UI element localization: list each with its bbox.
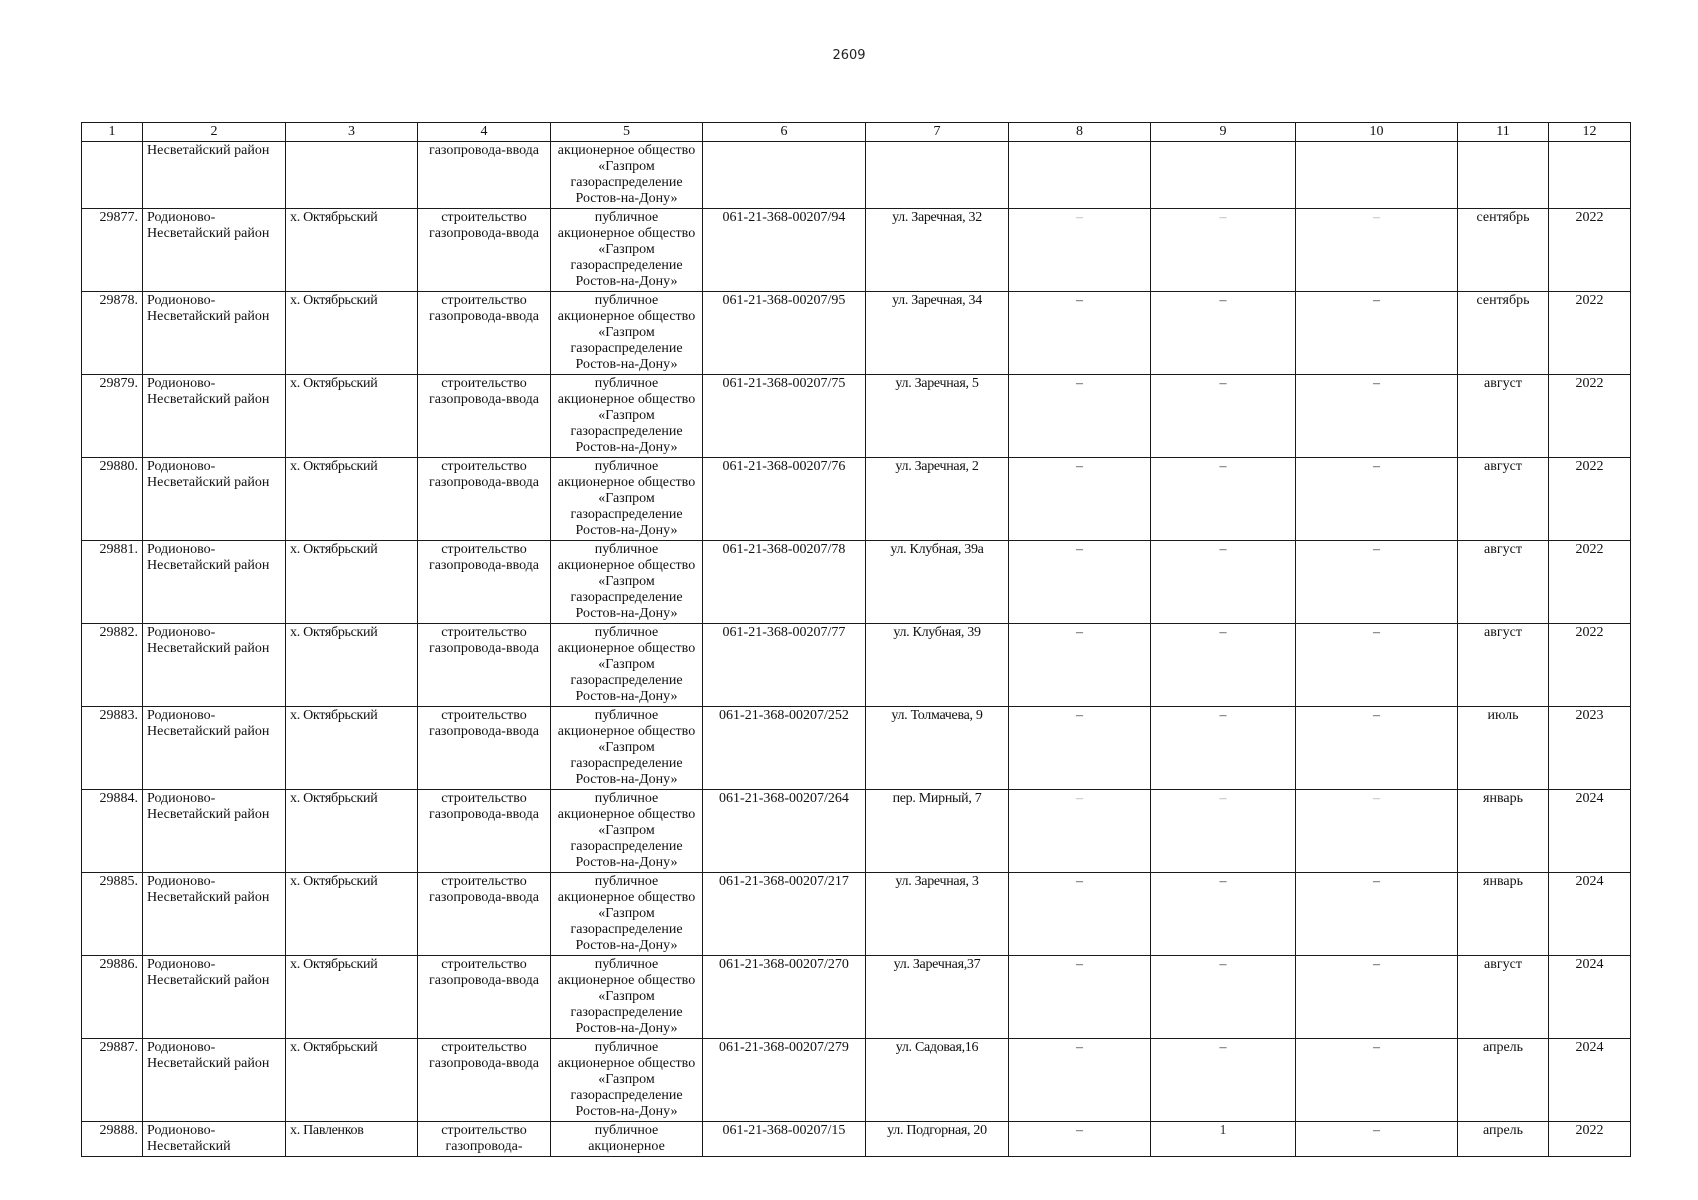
table-row [82, 375, 1631, 458]
cell-year: 2022 [1549, 624, 1631, 707]
cell-month: июль [1458, 707, 1549, 790]
cell-address: ул. Заречная,37 [866, 956, 1009, 1039]
column-header: 12 [1549, 123, 1631, 142]
table-row [82, 624, 1631, 707]
cell-col8: – [1009, 1122, 1151, 1157]
cell-district: Родионово-Несветайский район [143, 1039, 286, 1122]
cell-col9: – [1151, 707, 1296, 790]
cell-org: публичное акционерное [551, 1122, 703, 1157]
cell-month: апрель [1458, 1122, 1549, 1157]
cell-year: 2024 [1549, 873, 1631, 956]
cell-col10: – [1296, 624, 1458, 707]
cell-type: строительство газопровода- [418, 1122, 551, 1157]
cell-org: публичное акционерное общество «Газпром газораспределение Ростов-на-Дону» [551, 292, 703, 375]
cell-org: публичное акционерное общество «Газпром газораспределение Ростов-на-Дону» [551, 956, 703, 1039]
cell-type: строительство газопровода-ввода [418, 375, 551, 458]
header-row [82, 123, 1631, 142]
cell-num: 29887. [82, 1039, 143, 1122]
page-number: 2609 [832, 48, 866, 63]
cell-col10: – [1296, 292, 1458, 375]
cell-code: 061-21-368-00207/15 [703, 1122, 866, 1157]
cell-year: 2022 [1549, 1122, 1631, 1157]
cell-code: 061-21-368-00207/279 [703, 1039, 866, 1122]
cell-col9: – [1151, 458, 1296, 541]
cell-address: ул. Клубная, 39а [866, 541, 1009, 624]
cell-num: 29885. [82, 873, 143, 956]
cell-col8: – [1009, 541, 1151, 624]
cell-org: акционерное общество «Газпром газораспределение Ростов-на-Дону» [551, 142, 703, 209]
cell-settlement [286, 142, 418, 209]
cell-code: 061-21-368-00207/217 [703, 873, 866, 956]
cell-col10: – [1296, 1039, 1458, 1122]
cell-code: 061-21-368-00207/94 [703, 209, 866, 292]
cell-code: 061-21-368-00207/264 [703, 790, 866, 873]
column-header: 11 [1458, 123, 1549, 142]
cell-col9 [1151, 142, 1296, 209]
cell-month: август [1458, 458, 1549, 541]
cell-col8: – [1009, 209, 1151, 292]
cell-settlement: х. Октябрьский [286, 956, 418, 1039]
cell-address: ул. Толмачева, 9 [866, 707, 1009, 790]
cell-col10: – [1296, 873, 1458, 956]
cell-code: 061-21-368-00207/78 [703, 541, 866, 624]
cell-code: 061-21-368-00207/270 [703, 956, 866, 1039]
cell-col8: – [1009, 956, 1151, 1039]
cell-month [1458, 142, 1549, 209]
cell-col8: – [1009, 707, 1151, 790]
cell-num [82, 142, 143, 209]
cell-col9: – [1151, 541, 1296, 624]
cell-address: ул. Заречная, 2 [866, 458, 1009, 541]
table-row [82, 873, 1631, 956]
cell-col10: – [1296, 541, 1458, 624]
cell-col9: – [1151, 790, 1296, 873]
cell-district: Родионово-Несветайский район [143, 458, 286, 541]
cell-org: публичное акционерное общество «Газпром газораспределение Ростов-на-Дону» [551, 1039, 703, 1122]
table-row [82, 541, 1631, 624]
cell-col10: – [1296, 458, 1458, 541]
cell-year [1549, 142, 1631, 209]
cell-type: строительство газопровода-ввода [418, 707, 551, 790]
column-header: 5 [551, 123, 703, 142]
cell-col8 [1009, 142, 1151, 209]
cell-num: 29878. [82, 292, 143, 375]
cell-org: публичное акционерное общество «Газпром газораспределение Ростов-на-Дону» [551, 375, 703, 458]
cell-col9: 1 [1151, 1122, 1296, 1157]
cell-month: апрель [1458, 1039, 1549, 1122]
cell-col8: – [1009, 790, 1151, 873]
cell-settlement: х. Октябрьский [286, 790, 418, 873]
cell-org: публичное акционерное общество «Газпром газораспределение Ростов-на-Дону» [551, 873, 703, 956]
cell-num: 29884. [82, 790, 143, 873]
cell-type: строительство газопровода-ввода [418, 624, 551, 707]
column-header: 3 [286, 123, 418, 142]
cell-address: ул. Заречная, 34 [866, 292, 1009, 375]
cell-month: август [1458, 956, 1549, 1039]
cell-year: 2022 [1549, 541, 1631, 624]
cell-year: 2022 [1549, 375, 1631, 458]
cell-settlement: х. Октябрьский [286, 624, 418, 707]
cell-col8: – [1009, 375, 1151, 458]
cell-code: 061-21-368-00207/76 [703, 458, 866, 541]
cell-year: 2022 [1549, 458, 1631, 541]
cell-address [866, 142, 1009, 209]
cell-type: строительство газопровода-ввода [418, 292, 551, 375]
cell-type: строительство газопровода-ввода [418, 209, 551, 292]
cell-col10: – [1296, 956, 1458, 1039]
table-row [82, 458, 1631, 541]
cell-num: 29879. [82, 375, 143, 458]
cell-year: 2024 [1549, 956, 1631, 1039]
cell-col10: – [1296, 707, 1458, 790]
cell-col10: – [1296, 1122, 1458, 1157]
cell-address: ул. Садовая,16 [866, 1039, 1009, 1122]
cell-org: публичное акционерное общество «Газпром газораспределение Ростов-на-Дону» [551, 209, 703, 292]
table-row [82, 790, 1631, 873]
cell-num: 29882. [82, 624, 143, 707]
cell-district: Родионово-Несветайский [143, 1122, 286, 1157]
cell-code: 061-21-368-00207/95 [703, 292, 866, 375]
cell-district: Родионово-Несветайский район [143, 707, 286, 790]
table-row [82, 707, 1631, 790]
cell-month: август [1458, 624, 1549, 707]
cell-year: 2022 [1549, 209, 1631, 292]
column-header: 8 [1009, 123, 1151, 142]
cell-month: январь [1458, 873, 1549, 956]
column-header: 7 [866, 123, 1009, 142]
table-row-continuation [82, 142, 1631, 209]
cell-type: строительство газопровода-ввода [418, 956, 551, 1039]
cell-code: 061-21-368-00207/252 [703, 707, 866, 790]
cell-col10: – [1296, 790, 1458, 873]
cell-settlement: х. Октябрьский [286, 873, 418, 956]
cell-district: Родионово-Несветайский район [143, 956, 286, 1039]
cell-col9: – [1151, 209, 1296, 292]
cell-settlement: х. Октябрьский [286, 707, 418, 790]
cell-code: 061-21-368-00207/77 [703, 624, 866, 707]
cell-address: ул. Заречная, 5 [866, 375, 1009, 458]
cell-address: ул. Клубная, 39 [866, 624, 1009, 707]
cell-year: 2024 [1549, 1039, 1631, 1122]
cell-type: строительство газопровода-ввода [418, 1039, 551, 1122]
cell-col8: – [1009, 624, 1151, 707]
cell-settlement: х. Октябрьский [286, 541, 418, 624]
cell-year: 2024 [1549, 790, 1631, 873]
table-row [82, 956, 1631, 1039]
cell-col9: – [1151, 624, 1296, 707]
cell-num: 29888. [82, 1122, 143, 1157]
cell-month: август [1458, 541, 1549, 624]
cell-settlement: х. Октябрьский [286, 292, 418, 375]
cell-district: Родионово-Несветайский район [143, 209, 286, 292]
cell-col8: – [1009, 873, 1151, 956]
cell-district: Родионово-Несветайский район [143, 292, 286, 375]
cell-settlement: х. Октябрьский [286, 209, 418, 292]
column-header: 2 [143, 123, 286, 142]
cell-settlement: х. Октябрьский [286, 375, 418, 458]
column-header: 1 [82, 123, 143, 142]
cell-address: пер. Мирный, 7 [866, 790, 1009, 873]
cell-num: 29877. [82, 209, 143, 292]
cell-org: публичное акционерное общество «Газпром газораспределение Ростов-на-Дону» [551, 790, 703, 873]
cell-org: публичное акционерное общество «Газпром газораспределение Ростов-на-Дону» [551, 541, 703, 624]
column-header: 4 [418, 123, 551, 142]
cell-settlement: х. Октябрьский [286, 458, 418, 541]
table-row [82, 209, 1631, 292]
cell-month: сентябрь [1458, 209, 1549, 292]
cell-settlement: х. Октябрьский [286, 1039, 418, 1122]
cell-code [703, 142, 866, 209]
cell-district: Родионово-Несветайский район [143, 541, 286, 624]
cell-col9: – [1151, 292, 1296, 375]
cell-org: публичное акционерное общество «Газпром газораспределение Ростов-на-Дону» [551, 624, 703, 707]
cell-month: сентябрь [1458, 292, 1549, 375]
cell-district: Родионово-Несветайский район [143, 375, 286, 458]
cell-num: 29880. [82, 458, 143, 541]
cell-month: январь [1458, 790, 1549, 873]
cell-col9: – [1151, 956, 1296, 1039]
cell-year: 2022 [1549, 292, 1631, 375]
cell-district: Несветайский район [143, 142, 286, 209]
cell-num: 29883. [82, 707, 143, 790]
cell-col8: – [1009, 458, 1151, 541]
cell-month: август [1458, 375, 1549, 458]
column-header: 9 [1151, 123, 1296, 142]
cell-col9: – [1151, 873, 1296, 956]
cell-address: ул. Заречная, 32 [866, 209, 1009, 292]
cell-num: 29886. [82, 956, 143, 1039]
cell-type: строительство газопровода-ввода [418, 541, 551, 624]
cell-district: Родионово-Несветайский район [143, 873, 286, 956]
column-header: 6 [703, 123, 866, 142]
cell-year: 2023 [1549, 707, 1631, 790]
cell-col10: – [1296, 209, 1458, 292]
cell-code: 061-21-368-00207/75 [703, 375, 866, 458]
table-row [82, 1039, 1631, 1122]
cell-col10 [1296, 142, 1458, 209]
cell-settlement: х. Павленков [286, 1122, 418, 1157]
cell-col10: – [1296, 375, 1458, 458]
cell-district: Родионово-Несветайский район [143, 624, 286, 707]
cell-address: ул. Заречная, 3 [866, 873, 1009, 956]
cell-type: строительство газопровода-ввода [418, 873, 551, 956]
cell-col8: – [1009, 292, 1151, 375]
cell-col8: – [1009, 1039, 1151, 1122]
cell-district: Родионово-Несветайский район [143, 790, 286, 873]
data-table [81, 122, 1631, 1157]
cell-type: газопровода-ввода [418, 142, 551, 209]
cell-address: ул. Подгорная, 20 [866, 1122, 1009, 1157]
cell-col9: – [1151, 1039, 1296, 1122]
column-header: 10 [1296, 123, 1458, 142]
cell-col9: – [1151, 375, 1296, 458]
cell-num: 29881. [82, 541, 143, 624]
table-row [82, 292, 1631, 375]
cell-type: строительство газопровода-ввода [418, 790, 551, 873]
cell-org: публичное акционерное общество «Газпром газораспределение Ростов-на-Дону» [551, 707, 703, 790]
cell-type: строительство газопровода-ввода [418, 458, 551, 541]
cell-org: публичное акционерное общество «Газпром газораспределение Ростов-на-Дону» [551, 458, 703, 541]
table-row [82, 1122, 1631, 1157]
